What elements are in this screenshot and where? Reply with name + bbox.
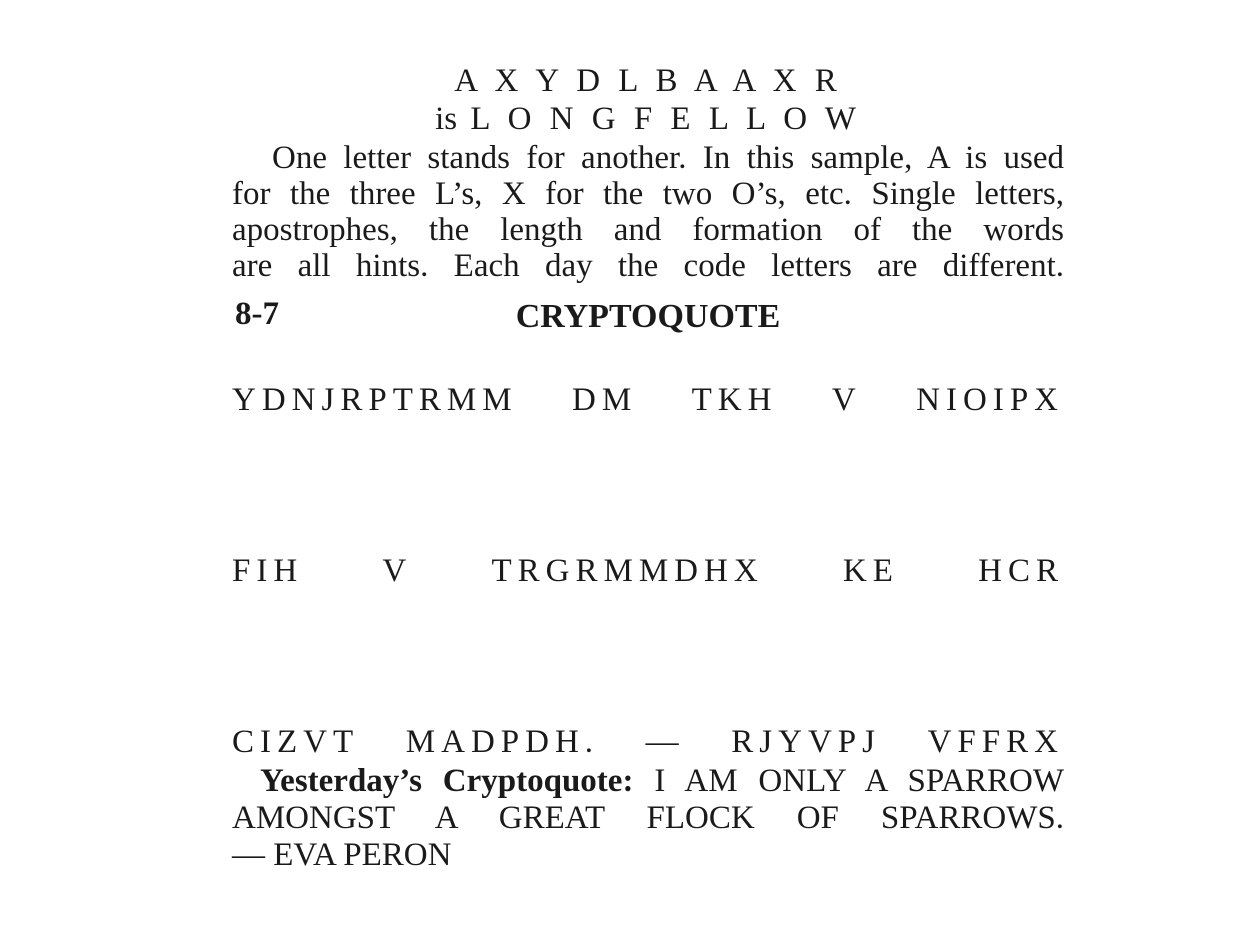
- cipher-word: V: [382, 553, 413, 589]
- cipher-line-3: [232, 724, 1064, 761]
- sample-cipher: A X Y D L B A A X R: [454, 63, 842, 99]
- cipher-line-1: [232, 382, 1064, 419]
- cipher-word: MADPDH.: [405, 724, 600, 760]
- sample-prefix: is: [435, 101, 458, 137]
- puzzle-number: 8-7: [235, 296, 279, 332]
- cipher-line-2: [232, 553, 1064, 590]
- sample-plain: L O N G F E L L O W: [470, 101, 861, 137]
- yesterday-label: Yesterday’s Cryptoquote:: [260, 763, 634, 799]
- explanation-line-4: are all hints. Each day the code letters are different.: [232, 248, 1064, 284]
- cipher-word: CIZVT: [232, 724, 360, 760]
- cipher-word: DM: [572, 382, 638, 418]
- cipher-word: TKH: [691, 382, 778, 418]
- explanation-line-1: One letter stands for another. In this sample, A is used: [272, 140, 1064, 176]
- cipher-word: RJYVPJ: [731, 724, 881, 760]
- cipher-word: KE: [842, 553, 899, 589]
- cipher-word: TRGRMMDHX: [491, 553, 764, 589]
- explanation-line-3: apostrophes, the length and formation of the words: [232, 212, 1064, 248]
- yesterday-line-2: AMONGST A GREAT FLOCK OF SPARROWS.: [232, 800, 1064, 836]
- cipher-word: NIOIPX: [916, 382, 1064, 418]
- cipher-word: YDNJRPTRMM: [232, 382, 518, 418]
- puzzle-title: CRYPTOQUOTE: [515, 298, 781, 335]
- cipher-word: V: [831, 382, 862, 418]
- cipher-word: HCR: [978, 553, 1064, 589]
- sample-plain-line: [232, 100, 1064, 138]
- explanation-line-2: for the three L’s, X for the two O’s, etc. Single letters,: [232, 176, 1064, 212]
- yesterday-line-1: [232, 763, 1064, 800]
- cipher-word: FIH: [232, 553, 304, 589]
- cipher-word: —: [645, 724, 685, 760]
- cryptoquote-column: [232, 62, 1064, 874]
- cipher-word: VFFRX: [927, 724, 1064, 760]
- yesterday-text-1: I AM ONLY A SPARROW: [654, 763, 1065, 799]
- puzzle-heading: [232, 296, 1064, 336]
- yesterday-attribution: — EVA PERON: [232, 837, 452, 873]
